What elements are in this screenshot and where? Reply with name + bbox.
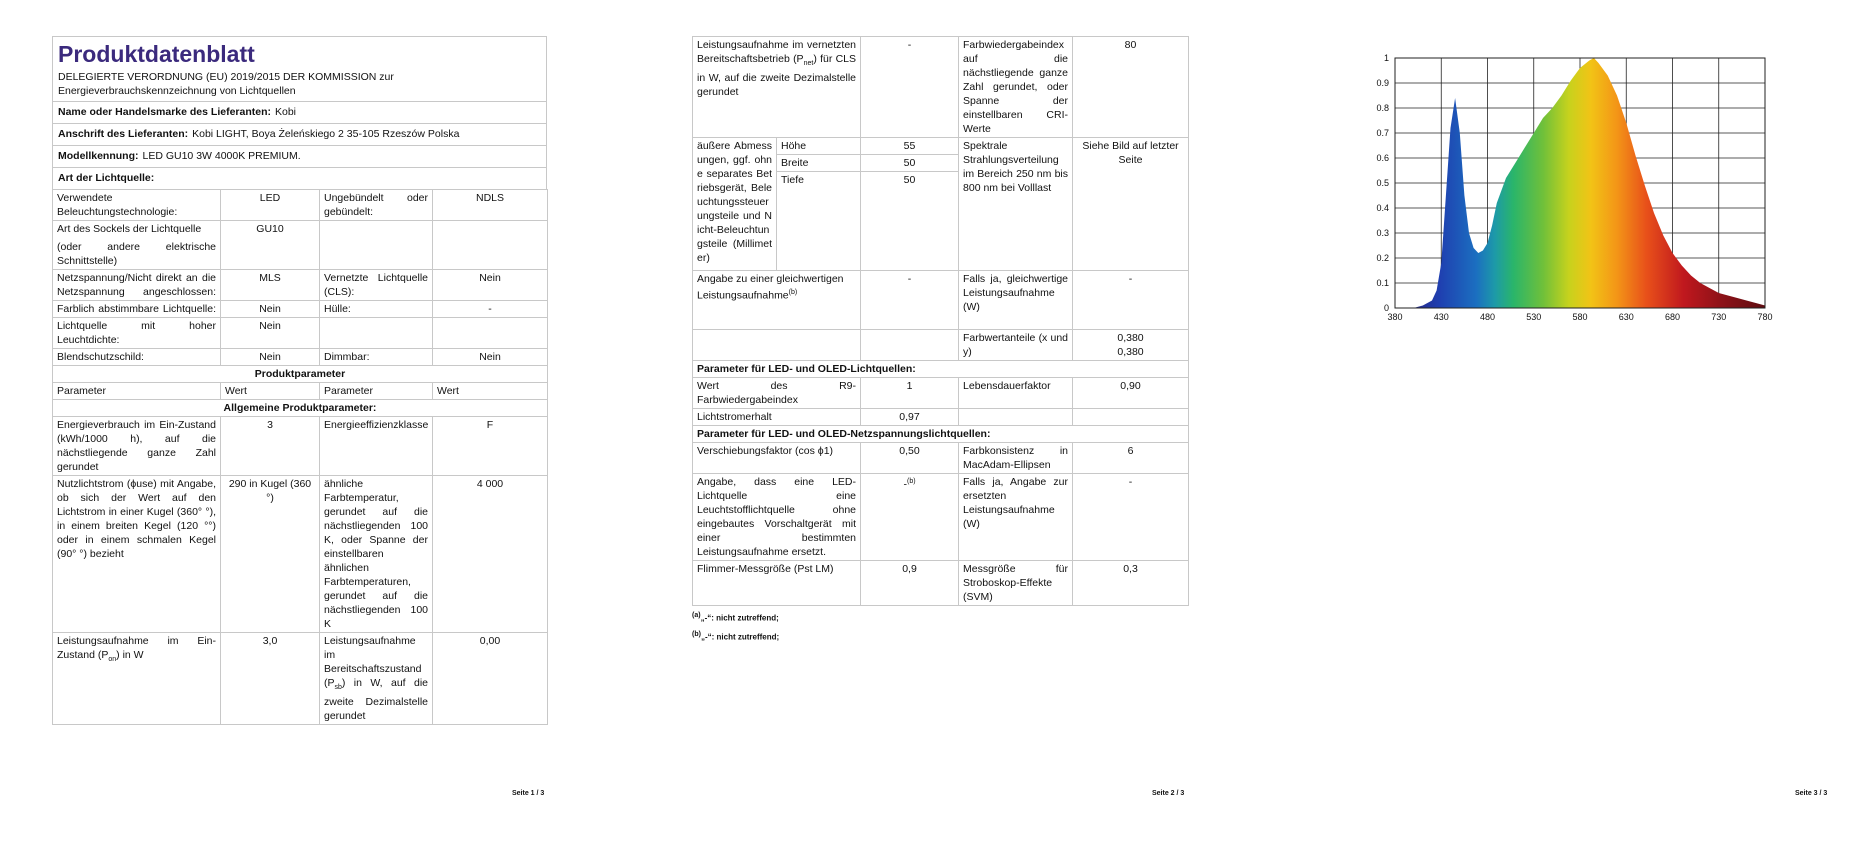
chroma-x: 0,380: [1117, 332, 1144, 344]
chroma-y: 0,380: [1117, 346, 1144, 358]
cri-value: 80: [1073, 37, 1189, 138]
tunable-label: Farblich abstimmbare Lichtquelle:: [53, 301, 221, 318]
replacew-value: -: [1073, 474, 1189, 561]
width-value: 50: [861, 155, 959, 172]
dim-label: Dimmbar:: [320, 349, 433, 366]
mains-label: Netzspannung/Nicht direkt an die Netzspannung angeschlossen:: [53, 270, 221, 301]
pnet-label-text: Leistungsaufnahme im vernetzten Bereitschaftsbetrieb (P: [697, 39, 857, 65]
footnote-text: „-“: nicht zutreffend;: [700, 632, 780, 642]
psb-label: [320, 633, 433, 725]
table-row: [53, 318, 548, 349]
params-heading: Produktparameter: [53, 366, 548, 383]
header-block: [52, 36, 547, 189]
eclass-value: F: [433, 417, 548, 476]
type-heading: Art der Lichtquelle:: [53, 167, 546, 189]
cls-value: Nein: [433, 270, 548, 301]
page-3: [1330, 0, 1830, 843]
psb-label-text: ) in W, auf die zweite Dezimalstelle gerundet: [324, 677, 428, 723]
replacew-label: Falls ja, Angabe zur ersetzten Leistungsaufnahme (W): [959, 474, 1073, 561]
page-2: [692, 0, 1188, 843]
y-tick-label: 0.3: [1376, 228, 1389, 238]
pf-label: Verschiebungsfaktor (cos ϕ1): [693, 443, 861, 474]
col-header-value: Wert: [433, 383, 548, 400]
socket-label-line2: (oder andere elektrische Schnittstelle): [57, 241, 216, 267]
table-row: [693, 378, 1189, 409]
tech-label: Verwendete Beleuchtungstechnologie:: [53, 190, 221, 221]
page-title: Produktdatenblatt: [58, 41, 255, 67]
product-table-continued: [692, 36, 1189, 606]
x-tick-label: 780: [1757, 312, 1773, 322]
spectral-value: Siehe Bild auf letzter Seite: [1073, 138, 1189, 271]
col-header-value: Wert: [221, 383, 320, 400]
mains-heading: Parameter für LED- und OLED-Netzspannungslichtquellen:: [693, 426, 1189, 443]
flicker-label: Flimmer-Messgröße (Pst LM): [693, 561, 861, 606]
depth-label: Tiefe: [777, 172, 861, 271]
y-tick-label: 0.6: [1376, 153, 1389, 163]
y-tick-label: 0.1: [1376, 278, 1389, 288]
hl-label: Lichtquelle mit hoher Leuchtdichte:: [53, 318, 221, 349]
tunable-value: Nein: [221, 301, 320, 318]
table-row: [53, 366, 548, 383]
cls-label: Vernetzte Lichtquelle (CLS):: [320, 270, 433, 301]
maint-label: Lichtstromerhalt: [693, 409, 861, 426]
hl-value: Nein: [221, 318, 320, 349]
y-tick-label: 0: [1383, 303, 1389, 313]
replace-value-text: -: [903, 478, 907, 491]
macadam-value: 6: [1073, 443, 1189, 474]
socket-value: GU10: [221, 221, 320, 270]
envelope-label: Hülle:: [320, 301, 433, 318]
replace-value: [861, 474, 959, 561]
maint-value: 0,97: [861, 409, 959, 426]
empty-cell: [320, 318, 433, 349]
dim-value: Nein: [433, 349, 548, 366]
cct-label: ähnliche Farbtemperatur, gerundet auf die nächstliegenden 100 K, oder Spanne der einstellbaren ähnlichen Farbtemperaturen, gerundet auf die nächstliegenden 100 K: [320, 476, 433, 633]
table-row: [693, 443, 1189, 474]
y-axis-ticks: [1376, 53, 1389, 313]
y-tick-label: 0.2: [1376, 253, 1389, 263]
flux-label: Nutzlichtstrom (ϕuse) mit Angabe, ob sich der Wert auf den Lichtstrom in einer Kugel (360° °), in einem breiten Kegel (120 °°) oder in einem schmalen Kegel (90° °) bezieht: [53, 476, 221, 633]
macadam-label: Farbkonsistenz in MacAdam-Ellipsen: [959, 443, 1073, 474]
empty-cell: [693, 330, 861, 361]
glare-value: Nein: [221, 349, 320, 366]
pf-value: 0,50: [861, 443, 959, 474]
model-label: Modellkennung:: [58, 150, 139, 162]
survival-value: 0,90: [1073, 378, 1189, 409]
general-heading: Allgemeine Produktparameter:: [53, 400, 548, 417]
r9-label: Wert des R9-Farbwiedergabeindex: [693, 378, 861, 409]
width-label: Breite: [777, 155, 861, 172]
equiv-label: [693, 271, 861, 330]
energy-value: 3: [221, 417, 320, 476]
equiv-label-text: Angabe zu einer gleichwertigen Leistungsaufnahme: [697, 273, 844, 302]
supplier-label: Name oder Handelsmarke des Lieferanten:: [58, 106, 271, 118]
pon-label-text: Leistungsaufnahme im Ein-Zustand (P: [57, 635, 216, 661]
regulation-text: DELEGIERTE VERORDNUNG (EU) 2019/2015 DER KOMMISSION zur Energieverbrauchskennzeichnung von Lichtquellen: [58, 71, 394, 97]
table-row: [693, 426, 1189, 443]
footnote-a: [692, 608, 1188, 627]
table-row: [53, 400, 548, 417]
table-row: [53, 221, 548, 270]
socket-label-line1: Art des Sockels der Lichtquelle: [57, 223, 202, 235]
empty-cell: [861, 330, 959, 361]
psb-value: 0,00: [433, 633, 548, 725]
height-value: 55: [861, 138, 959, 155]
r9-value: 1: [861, 378, 959, 409]
led-heading: Parameter für LED- und OLED-Lichtquellen:: [693, 361, 1189, 378]
x-tick-label: 680: [1664, 312, 1681, 322]
depth-value: 50: [861, 172, 959, 271]
model-line: [53, 145, 546, 167]
y-tick-label: 0.8: [1376, 103, 1389, 113]
empty-cell: [433, 221, 548, 270]
supplier-value: Kobi: [275, 106, 297, 118]
mains-value: MLS: [221, 270, 320, 301]
strobo-value: 0,3: [1073, 561, 1189, 606]
footnote-b: [692, 627, 1188, 646]
table-row: [53, 349, 548, 366]
pon-label-text: ) in W: [116, 649, 144, 661]
x-tick-label: 730: [1711, 312, 1727, 322]
footnote-text: „-“: nicht zutreffend;: [700, 613, 779, 623]
page-footer: Seite 1 / 3: [512, 790, 545, 797]
x-tick-label: 580: [1572, 312, 1588, 322]
envelope-value: -: [433, 301, 548, 318]
table-row: [693, 409, 1189, 426]
page-footer: Seite 2 / 3: [1152, 790, 1185, 797]
glare-label: Blendschutzschild:: [53, 349, 221, 366]
strobo-label: Messgröße für Stroboskop-Effekte (SVM): [959, 561, 1073, 606]
page-footer: Seite 3 / 3: [1795, 790, 1828, 797]
y-tick-label: 0.9: [1376, 78, 1389, 88]
ndls-label: Ungebündelt oder gebündelt:: [320, 190, 433, 221]
col-header-param: Parameter: [53, 383, 221, 400]
page-1: [52, 0, 547, 843]
table-row: [53, 383, 548, 400]
y-tick-label: 0.4: [1376, 203, 1389, 213]
footnote-mark: (b): [692, 630, 701, 638]
pnet-value: -: [861, 37, 959, 138]
address-line: [53, 123, 546, 145]
chroma-label: Farbwertanteile (x und y): [959, 330, 1073, 361]
y-tick-label: 1: [1383, 53, 1389, 63]
y-tick-label: 0.5: [1376, 178, 1389, 188]
tech-value: LED: [221, 190, 320, 221]
energy-label: Energieverbrauch im Ein-Zustand (kWh/1000 h), auf die nächstliegende ganze Zahl gerundet: [53, 417, 221, 476]
address-label: Anschrift des Lieferanten:: [58, 128, 189, 140]
table-row: [693, 138, 1189, 155]
pnet-label-text: ) für CLS in W, auf die zweite Dezimalstelle gerundet: [697, 53, 857, 99]
model-value: LED GU10 3W 4000K PREMIUM.: [142, 150, 301, 162]
table-row: [53, 476, 548, 633]
table-row: [693, 37, 1189, 138]
empty-cell: [433, 318, 548, 349]
pnet-label: [693, 37, 861, 138]
x-tick-label: 480: [1479, 312, 1496, 322]
address-value: Kobi LIGHT, Boya Żeleńskiego 2 35-105 Rzeszów Polska: [192, 128, 460, 140]
socket-label: [53, 221, 221, 270]
pnet-sub: net: [803, 60, 814, 68]
psb-sub: sb: [334, 684, 342, 692]
cri-label: Farbwiedergabeindex auf die nächstliegende ganze Zahl gerundet, oder Spanne der einstellbaren CRI-Werte: [959, 37, 1073, 138]
empty-cell: [320, 221, 433, 270]
x-tick-label: 630: [1618, 312, 1634, 322]
pon-label: [53, 633, 221, 725]
cct-value: 4 000: [433, 476, 548, 633]
equiv-value: -: [861, 271, 959, 330]
supplier-line: [53, 101, 546, 123]
footnote-mark: (b): [906, 478, 916, 485]
dims-label: äußere Abmessungen, ggf. ohne separates Betriebsgerät, Beleuchtungssteuerungsteile und Nicht-Beleuchtungsteile (Millimeter): [693, 138, 777, 271]
psb-label-text: Leistungsaufnahme im Bereitschaftszustand (P: [324, 635, 422, 689]
flux-value: 290 in Kugel (360 °): [221, 476, 320, 633]
product-table: [52, 189, 548, 725]
table-row: [693, 361, 1189, 378]
table-row: [693, 474, 1189, 561]
replace-label: Angabe, dass eine LED-Lichtquelle eine Leuchtstofflichtquelle ohne eingebautes Vorschaltgerät mit einer bestimmten Leistungsaufnahme ersetzt.: [693, 474, 861, 561]
table-row: [53, 270, 548, 301]
spectral-chart: [1360, 48, 1820, 338]
empty-cell: [1073, 409, 1189, 426]
height-label: Höhe: [777, 138, 861, 155]
x-tick-label: 430: [1433, 312, 1449, 322]
eclass-label: Energieeffizienzklasse: [320, 417, 433, 476]
x-tick-label: 380: [1387, 312, 1403, 322]
table-row: [693, 561, 1189, 606]
spectral-label: Spektrale Strahlungsverteilung im Bereich 250 nm bis 800 nm bei Volllast: [959, 138, 1073, 271]
empty-cell: [959, 409, 1073, 426]
equivw-label: Falls ja, gleichwertige Leistungsaufnahme (W): [959, 271, 1073, 330]
x-tick-label: 530: [1526, 312, 1542, 322]
table-row: [693, 271, 1189, 330]
col-header-param: Parameter: [320, 383, 433, 400]
chroma-value: [1073, 330, 1189, 361]
footnotes: [692, 608, 1188, 645]
ndls-value: NDLS: [433, 190, 548, 221]
footnote-mark: (b): [788, 289, 798, 296]
equivw-value: -: [1073, 271, 1189, 330]
pon-value: 3,0: [221, 633, 320, 725]
footnote-mark: (a): [692, 612, 701, 619]
flicker-value: 0,9: [861, 561, 959, 606]
pon-sub: on: [108, 656, 117, 664]
y-tick-label: 0.7: [1376, 128, 1389, 138]
table-row: [53, 301, 548, 318]
table-row: [693, 330, 1189, 361]
survival-label: Lebensdauerfaktor: [959, 378, 1073, 409]
table-row: [53, 633, 548, 725]
table-row: [53, 417, 548, 476]
x-axis-ticks: [1387, 312, 1772, 322]
table-row: [53, 190, 548, 221]
